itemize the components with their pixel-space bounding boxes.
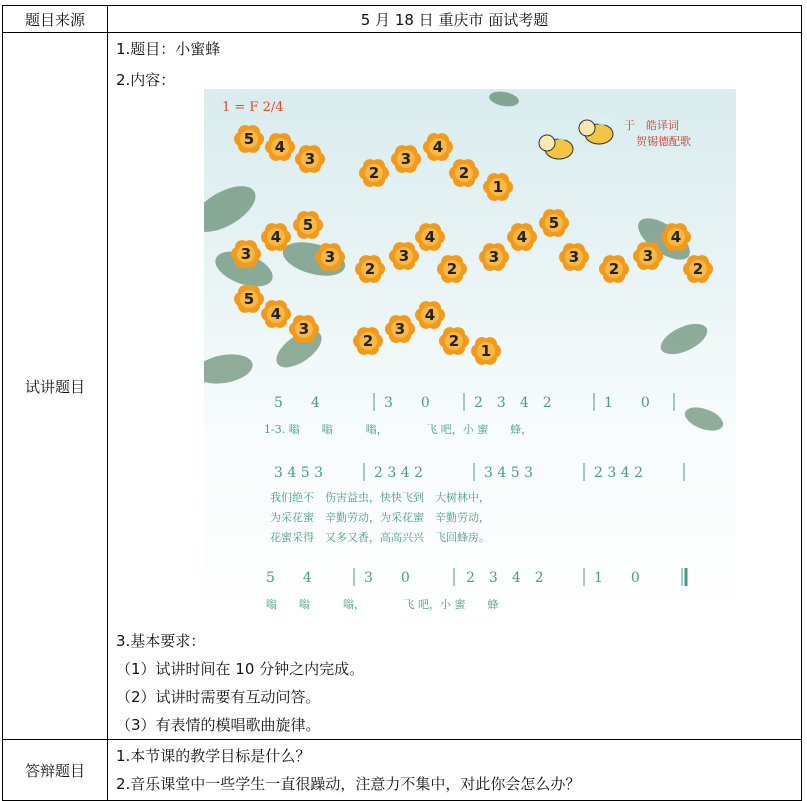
leaf-shape: [488, 90, 520, 109]
notation-measure: 1 0: [604, 395, 650, 411]
flower-number: 2: [446, 260, 458, 278]
requirement-item: （2）试讲时需要有互动问答。: [116, 688, 321, 706]
flower-number: 3: [240, 245, 252, 263]
flower-number: 5: [243, 130, 255, 148]
notation-measure: 5 4: [266, 570, 312, 586]
defense-question: 1.本节课的教学目标是什么？: [116, 747, 311, 765]
leaf-shape: [656, 318, 711, 361]
flower-number: 1: [492, 178, 504, 196]
flower-number: 4: [670, 228, 682, 246]
flower-number: 2: [458, 164, 470, 182]
flower-number: 4: [516, 228, 528, 246]
notation-measure: 2 3 4 2: [594, 465, 643, 481]
flower-number: 2: [368, 164, 380, 182]
lyric-line: 1-3. 嗡 嗡 嗡， 飞 吧，小 蜜 蜂，: [264, 423, 533, 436]
requirement-item: （3）有表情的模唱歌曲旋律。: [116, 716, 321, 734]
flower-number: 3: [324, 248, 336, 266]
notation-measure: 3 0: [384, 395, 430, 411]
leaf-shape: [204, 177, 263, 241]
defense-label: 答辩题目: [3, 740, 108, 801]
notation-measure: 2 3 4 2: [474, 395, 552, 411]
leaf-shape: [204, 350, 255, 388]
notation-measure: 2 3 4 2: [374, 465, 423, 481]
lecture-row: [3, 33, 802, 740]
lyricist-credit: 于 皓译词: [624, 119, 679, 132]
defense-question: 2.音乐课堂中一些学生一直很躁动，注意力不集中，对此你会怎么办？: [116, 775, 581, 793]
lyric-line: 我们绝不 伤害益虫，快快飞到 大树林中，: [270, 491, 490, 504]
lyric-line: 花蜜采得 又多又香，高高兴兴 飞回蜂房。: [270, 531, 490, 544]
requirement-item: （1）试讲时间在 10 分钟之内完成。: [116, 660, 365, 678]
bee-head: [579, 120, 595, 136]
content-line: 2.内容：: [116, 71, 176, 89]
flower-number: 2: [448, 332, 460, 350]
composer-credit: 贺锡德配歌: [636, 135, 691, 148]
lyric-line: 嗡 嗡 嗡， 飞 吧，小 蜜 蜂: [266, 598, 499, 611]
flower-number: 4: [270, 228, 282, 246]
lyric-line: 为采花蜜 辛勤劳动，为采花蜜 辛勤劳动，: [270, 511, 490, 524]
flower-number: 1: [480, 342, 492, 360]
notation-measure: 2 3 4 2: [466, 570, 544, 586]
header-row: [3, 6, 802, 33]
flower-number: 4: [424, 306, 436, 324]
exam-table: [2, 5, 802, 801]
header-source-value: 5 月 18 日 重庆市 面试考题: [108, 6, 802, 33]
flower-number: 2: [362, 332, 374, 350]
flower-number: 3: [394, 320, 406, 338]
lecture-content: [108, 33, 802, 740]
flower-number: 5: [548, 214, 560, 232]
flower-number: 4: [424, 228, 436, 246]
notation-measure: 3 0: [364, 570, 410, 586]
flower-number: 3: [298, 320, 310, 338]
score-drawing: [204, 89, 736, 621]
notation-measure: 5 4: [274, 395, 320, 411]
key-signature: 1 = F 2/4: [222, 100, 284, 115]
notation-measure: 3 4 5 3: [484, 465, 533, 481]
flower-number: 3: [642, 247, 654, 265]
flower-number: 3: [398, 247, 410, 265]
flower-number: 5: [243, 290, 255, 308]
bee-wing: [595, 115, 611, 125]
flower-number: 4: [274, 138, 286, 156]
topic-line: 1.题目：小蜜蜂: [116, 40, 221, 58]
notation-measure: 1 0: [594, 570, 640, 586]
header-source-label: 题目来源: [3, 6, 108, 33]
flower-number: 2: [692, 260, 704, 278]
flower-number: 3: [304, 150, 316, 168]
notation-measure: 3 4 5 3: [274, 465, 323, 481]
flower-number: 2: [608, 260, 620, 278]
leaf-shape: [682, 403, 726, 435]
song-score-image: [204, 89, 736, 621]
flower-number: 4: [432, 138, 444, 156]
flower-number: 3: [400, 150, 412, 168]
defense-content: [108, 740, 802, 801]
defense-row: [3, 740, 802, 801]
flower-number: 4: [270, 305, 282, 323]
flower-number: 2: [364, 260, 376, 278]
bee-head: [539, 135, 555, 151]
lecture-label: 试讲题目: [3, 33, 108, 740]
bee-wing: [555, 130, 571, 140]
flower-number: 3: [568, 248, 580, 266]
requirements-title: 3.基本要求：: [116, 632, 206, 650]
flower-number: 5: [302, 216, 314, 234]
flower-number: 3: [488, 248, 500, 266]
